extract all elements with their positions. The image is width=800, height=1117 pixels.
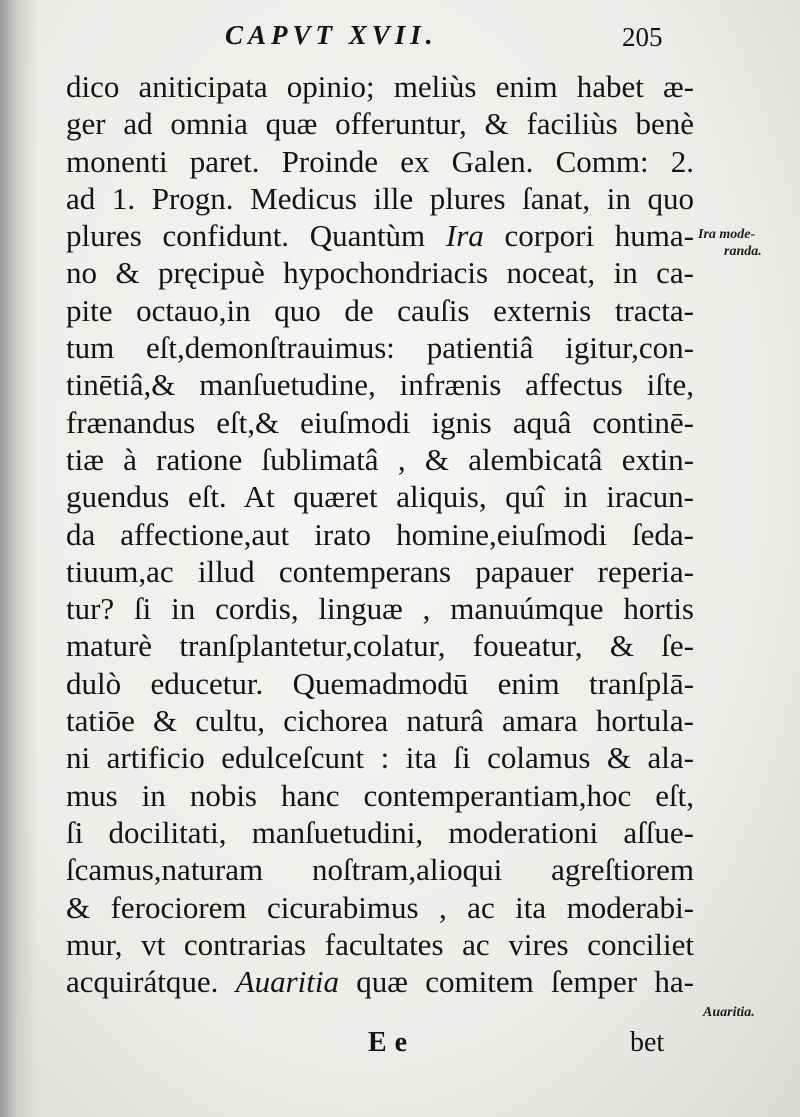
- margin-note-ira: [698, 226, 762, 260]
- text-line: tum eſt,demonſtrauimus: patientiâ igitur,con-: [66, 330, 694, 366]
- running-title: CAPVT XVII.: [225, 20, 438, 50]
- text-line: guendus eſt. At quæret aliquis, quî in iracun-: [66, 479, 694, 515]
- text-line: mus in nobis hanc contemperantiam,hoc eſt,: [66, 777, 694, 813]
- margin-note-auaritia: Auaritia.: [703, 1005, 755, 1020]
- text-line: tatiōe & cultu, cichorea naturâ amara hortula-: [66, 703, 694, 739]
- text-line: ſi docilitati, manſuetudini, moderationi aſſue-: [66, 814, 694, 850]
- italic-term: Ira: [445, 218, 484, 254]
- binding-gutter-shadow: [0, 0, 38, 1117]
- text-line: frænandus eſt,& eiuſmodi ignis aquâ continē-: [66, 404, 694, 440]
- margin-note-line: randa.: [724, 244, 762, 259]
- margin-note-line: Ira mode-: [698, 227, 756, 242]
- text-line: tur? ſi in cordis, linguæ , manuúmque hortis: [66, 591, 694, 627]
- text-line: maturè tranſplantetur,colatur, foueatur, & ſe-: [66, 628, 694, 664]
- text-line: tiuum,ac illud contemperans papauer reperia-: [66, 553, 694, 589]
- text-line: ad 1. Progn. Medicus ille plures ſanat, in quo: [66, 180, 694, 216]
- text-line: mur, vt contrarias facultates ac vires conciliet: [66, 926, 694, 962]
- text-line: [66, 963, 694, 1000]
- text-line: ger ad omnia quæ offeruntur, & faciliùs benè: [66, 106, 694, 142]
- italic-term: Auaritia: [235, 964, 339, 1000]
- text-line: no & pręcipuè hypochondriacis noceat, in ca-: [66, 255, 694, 291]
- line-text-end: corpori huma-: [483, 218, 694, 254]
- text-line: da affectione,aut irato homine,eiuſmodi ſeda-: [66, 516, 694, 552]
- body-text: [66, 68, 694, 1000]
- line-text-start: plures confidunt. Quantùm: [66, 218, 446, 254]
- text-line: pite octauo,in quo de cauſis externis tracta-: [66, 292, 694, 328]
- text-line: dulò educetur. Quemadmodū enim tranſplā-: [66, 665, 694, 701]
- text-line: monenti paret. Proinde ex Galen. Comm: 2.: [66, 143, 694, 179]
- text-line: & ferociorem cicurabimus , ac ita moderabi-: [66, 889, 694, 925]
- line-text-start: acquirátque.: [66, 964, 236, 1000]
- text-line: dico aniticipata opinio; meliùs enim habet æ-: [66, 69, 694, 104]
- text-line: ni artificio edulceſcunt : ita ſi colamus & ala-: [66, 740, 694, 776]
- text-line: [66, 217, 694, 254]
- signature-mark: Ee: [368, 1027, 416, 1058]
- text-line: tiæ à ratione ſublimatâ , & alembicatâ extin-: [66, 441, 694, 477]
- text-line: ſcamus,naturam noſtram,alioqui agreſtiorem: [66, 852, 694, 888]
- catchword: bet: [630, 1027, 665, 1058]
- page-number: 205: [622, 22, 663, 52]
- text-line: tinētiâ,& manſuetudine, infrænis affectus iſte,: [66, 367, 694, 403]
- line-text-end: quæ comitem ſemper ha-: [338, 964, 694, 1000]
